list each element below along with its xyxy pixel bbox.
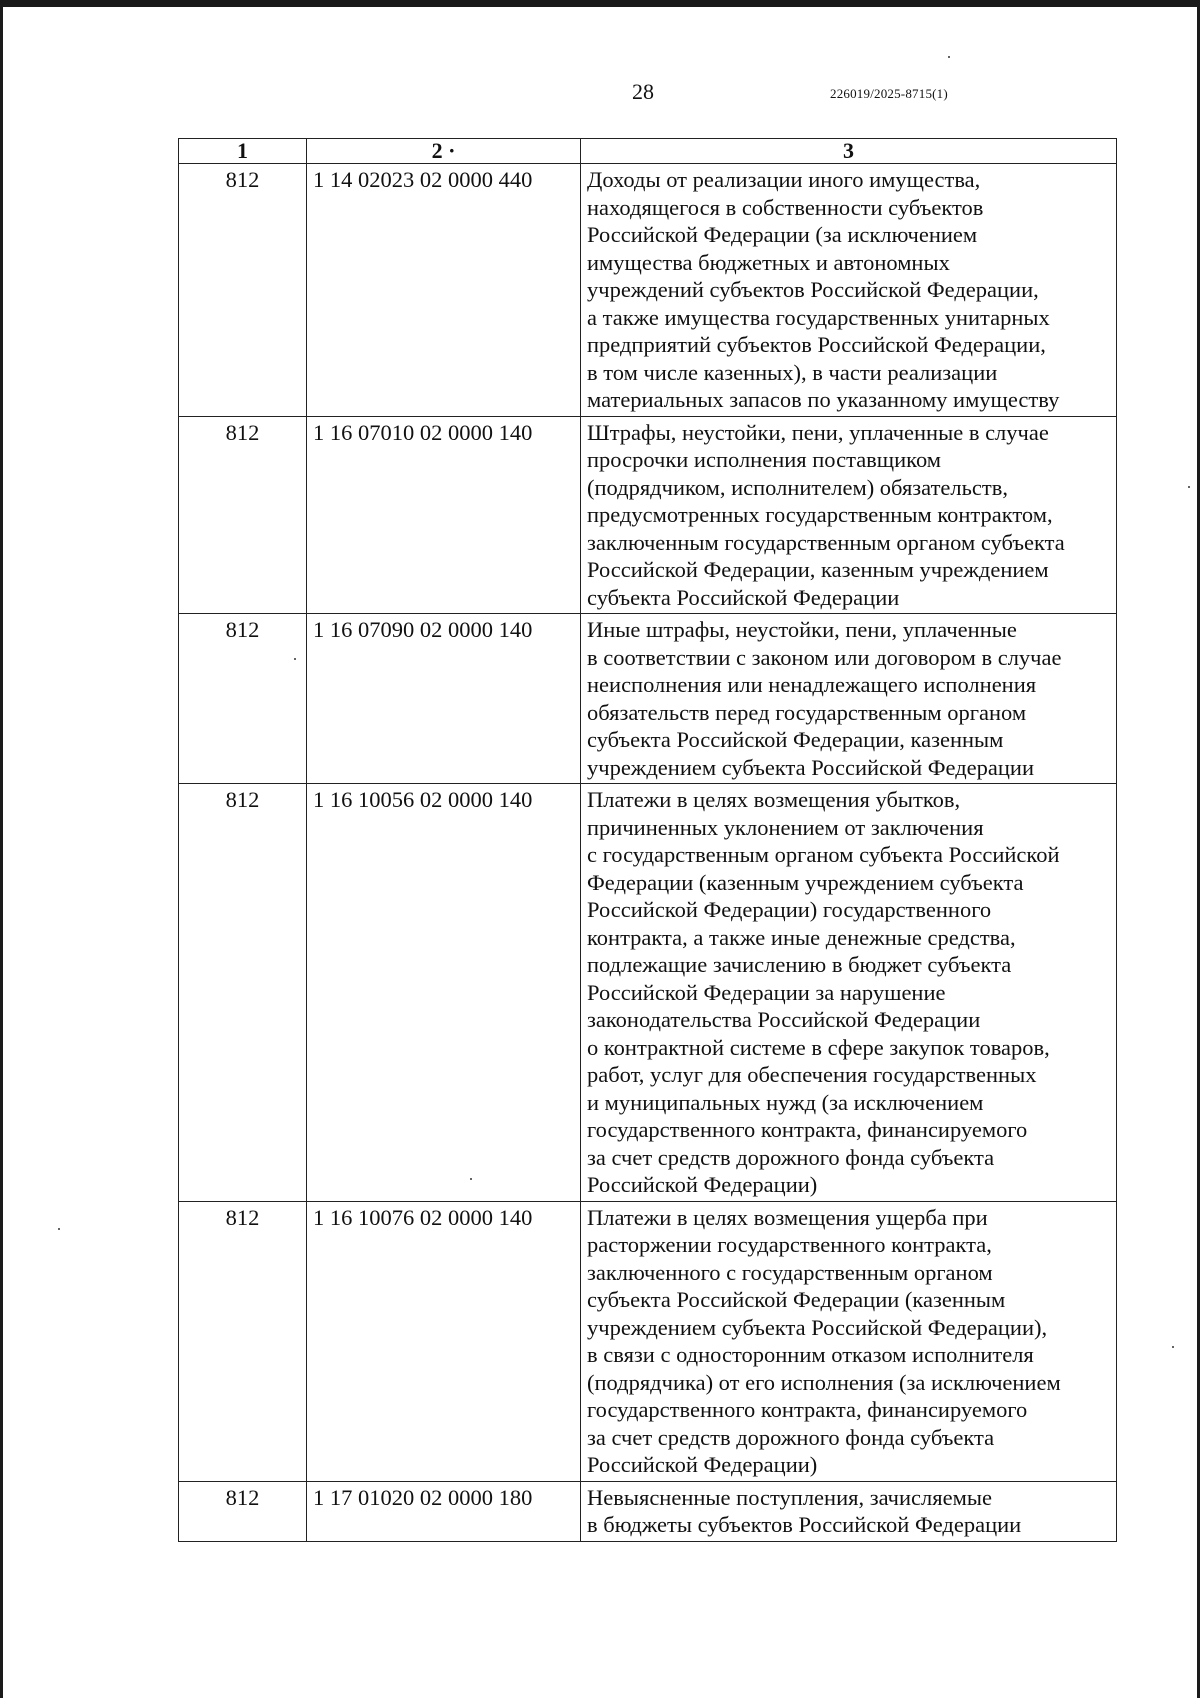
revenue-description-cell: Доходы от реализации иного имущества, находящегося в собственности субъектов Российской Федерации (за исключением имущества бюджетных и автономных учреждений субъектов Российской Федерации, а также имущества государственных унитарных предприятий субъектов Российской Федерации, в том числе казенных), в части реализации материальных запасов по указанному имуществу [581, 164, 1117, 417]
admin-code-cell: 812 [179, 784, 307, 1202]
document-id: 226019/2025-8715(1) [830, 86, 948, 101]
column-header-3: 3 [581, 139, 1117, 164]
revenue-description-cell: Штрафы, неустойки, пени, уплаченные в случае просрочки исполнения поставщиком (подрядчиком, исполнителем) обязательств, предусмотренных государственным контрактом, заключенным государственным органом субъекта Российской Федерации, казенным учреждением субъекта Российской Федерации [581, 416, 1117, 614]
budget-classification-code-cell: 1 16 10076 02 0000 140 [307, 1201, 581, 1481]
table-row [179, 1201, 1117, 1481]
budget-classification-code-cell: 1 14 02023 02 0000 440 [307, 164, 581, 417]
column-header-1: 1 [179, 139, 307, 164]
table-row [179, 416, 1117, 614]
table-row [179, 164, 1117, 417]
admin-code-cell: 812 [179, 416, 307, 614]
revenue-description-cell: Платежи в целях возмещения ущерба при расторжении государственного контракта, заключенного с государственным органом субъекта Российской Федерации (казенным учреждением субъекта Российской Федерации), в связи с односторонним отказом исполнителя (подрядчика) от его исполнения (за исключением государственного контракта, финансируемого за счет средств дорожного фонда субъекта Российской Федерации) [581, 1201, 1117, 1481]
revenue-description-cell: Платежи в целях возмещения убытков, причиненных уклонением от заключения с государственным органом субъекта Российской Федерации (казенным учреждением субъекта Российской Федерации) государственного контракта, а также иные денежные средства, подлежащие зачислению в бюджет субъекта Российской Федерации за нарушение законодательства Российской Федерации о контрактной системе в сфере закупок товаров, работ, услуг для обеспечения государственных и муниципальных нужд (за исключением государственного контракта, финансируемого за счет средств дорожного фонда субъекта Российской Федерации) [581, 784, 1117, 1202]
budget-classification-code-cell: 1 16 10056 02 0000 140 [307, 784, 581, 1202]
budget-codes-table [178, 138, 1117, 1542]
table-row [179, 784, 1117, 1202]
admin-code-cell: 812 [179, 164, 307, 417]
table-header-row [179, 139, 1117, 164]
admin-code-cell: 812 [179, 1201, 307, 1481]
scan-frame-left [0, 0, 3, 1698]
scan-speck [294, 658, 296, 660]
budget-classification-code-cell: 1 17 01020 02 0000 180 [307, 1481, 581, 1541]
revenue-description-cell: Невыясненные поступления, зачисляемые в бюджеты субъектов Российской Федерации [581, 1481, 1117, 1541]
budget-classification-code-cell: 1 16 07010 02 0000 140 [307, 416, 581, 614]
admin-code-cell: 812 [179, 614, 307, 784]
scan-speck [1172, 1346, 1174, 1348]
table-row [179, 614, 1117, 784]
scan-speck [470, 1178, 472, 1180]
budget-classification-code-cell: 1 16 07090 02 0000 140 [307, 614, 581, 784]
admin-code-cell: 812 [179, 1481, 307, 1541]
revenue-description-cell: Иные штрафы, неустойки, пени, уплаченные в соответствии с законом или договором в случае неисполнения или ненадлежащего исполнения обязательств перед государственным органом субъекта Российской Федерации, казенным учреждением субъекта Российской Федерации [581, 614, 1117, 784]
table-row [179, 1481, 1117, 1541]
page-number: 28 [632, 79, 654, 104]
scan-speck [1188, 486, 1190, 488]
scan-frame-top [0, 0, 1200, 7]
scan-speck [58, 1228, 60, 1230]
column-header-2: 2 · [307, 139, 581, 164]
scan-speck [948, 56, 950, 58]
